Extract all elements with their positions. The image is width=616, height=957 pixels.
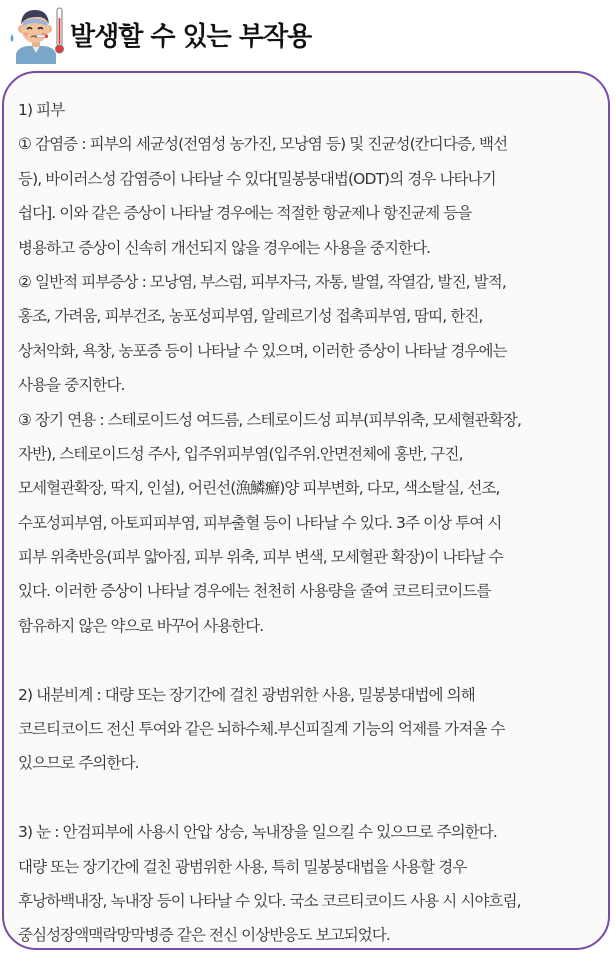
paragraph-line: 있다. 이러한 증상이 나타날 경우에는 천천히 사용량을 줄여 코르티코이드를 — [18, 582, 491, 601]
paragraph-line: 상처악화, 욕창, 농포증 등이 나타날 수 있으며, 이러한 증상이 나타날 경우에는 — [18, 341, 507, 360]
paragraph-line: 수포성피부염, 아토피피부염, 피부출혈 등이 나타날 수 있다. 3주 이상 투여 시 — [18, 513, 502, 532]
page-header — [6, 4, 311, 64]
paragraph-line: 병용하고 증상이 신속히 개선되지 않을 경우에는 사용을 중지한다. — [18, 238, 431, 257]
paragraph-line: ③ 장기 연용 : 스테로이드성 여드름, 스테로이드성 피부(피부위축, 모세혈관확장, — [18, 410, 522, 429]
section-heading-eye: 3) 눈 : 안검피부에 사용시 안압 상승, 녹내장을 일으킬 수 있으므로 주의한다. — [18, 823, 497, 842]
paragraph-line: 있으므로 주의한다. — [18, 754, 139, 773]
paragraph-line: 모세혈관확장, 딱지, 인설), 어린선(漁鱗癬)양 피부변화, 다모, 색소탈실, 선조, — [18, 479, 500, 498]
side-effects-content — [18, 93, 612, 953]
paragraph-line: ① 감염증 : 피부의 세균성(전염성 농가진, 모낭염 등) 및 진균성(칸디다증, 백선 — [18, 135, 508, 154]
paragraph-line: 등), 바이러스성 감염증이 나타날 수 있다[밀봉붕대법(ODT)의 경우 나타나기 — [18, 169, 496, 188]
paragraph-spacer — [18, 781, 612, 815]
paragraph-spacer — [18, 643, 612, 677]
paragraph-line: 함유하지 않은 약으로 바꾸어 사용한다. — [18, 616, 264, 635]
paragraph-line: 사용을 중지한다. — [18, 376, 125, 395]
page-title: 발생할 수 있는 부작용 — [70, 21, 312, 52]
paragraph-line: 쉽다]. 이와 같은 증상이 나타날 경우에는 적절한 항균제나 항진균제 등을 — [18, 204, 472, 223]
paragraph-line: 후낭하백내장, 녹내장 등이 나타날 수 있다. 국소 코르티코이드 사용 시 시야흐림, — [18, 891, 521, 910]
paragraph-line: 중심성장액맥락망막병증 같은 전신 이상반응도 보고되었다. — [18, 926, 390, 945]
paragraph-line: 피부 위축반응(피부 얇아짐, 피부 위축, 피부 변색, 모세혈관 확장)이 나타날 수 — [18, 548, 503, 567]
section-heading-skin: 1) 피부 — [18, 101, 65, 119]
section-heading-endocrine: 2) 내분비계 : 대량 또는 장기간에 걸친 광범위한 사용, 밀봉붕대법에 의해 — [18, 685, 475, 704]
paragraph-line: 대량 또는 장기간에 걸친 광범위한 사용, 특히 밀봉붕대법을 사용할 경우 — [18, 857, 467, 876]
paragraph-line: 자반), 스테로이드성 주사, 입주위피부염(입주위.안면전체에 홍반, 구진, — [18, 444, 463, 463]
paragraph-line: ② 일반적 피부증상 : 모낭염, 부스럼, 피부자극, 자통, 발열, 작열감, 발진, 발적, — [18, 272, 506, 291]
paragraph-line: 코르티코이드 전신 투여와 같은 뇌하수체.부신피질계 기능의 억제를 가져올 수 — [18, 720, 505, 739]
sick-person-thermometer-icon — [6, 4, 66, 64]
paragraph-line: 홍조, 가려움, 피부건조, 농포성피부염, 알레르기성 접촉피부염, 땀띠, 한진, — [18, 307, 483, 326]
